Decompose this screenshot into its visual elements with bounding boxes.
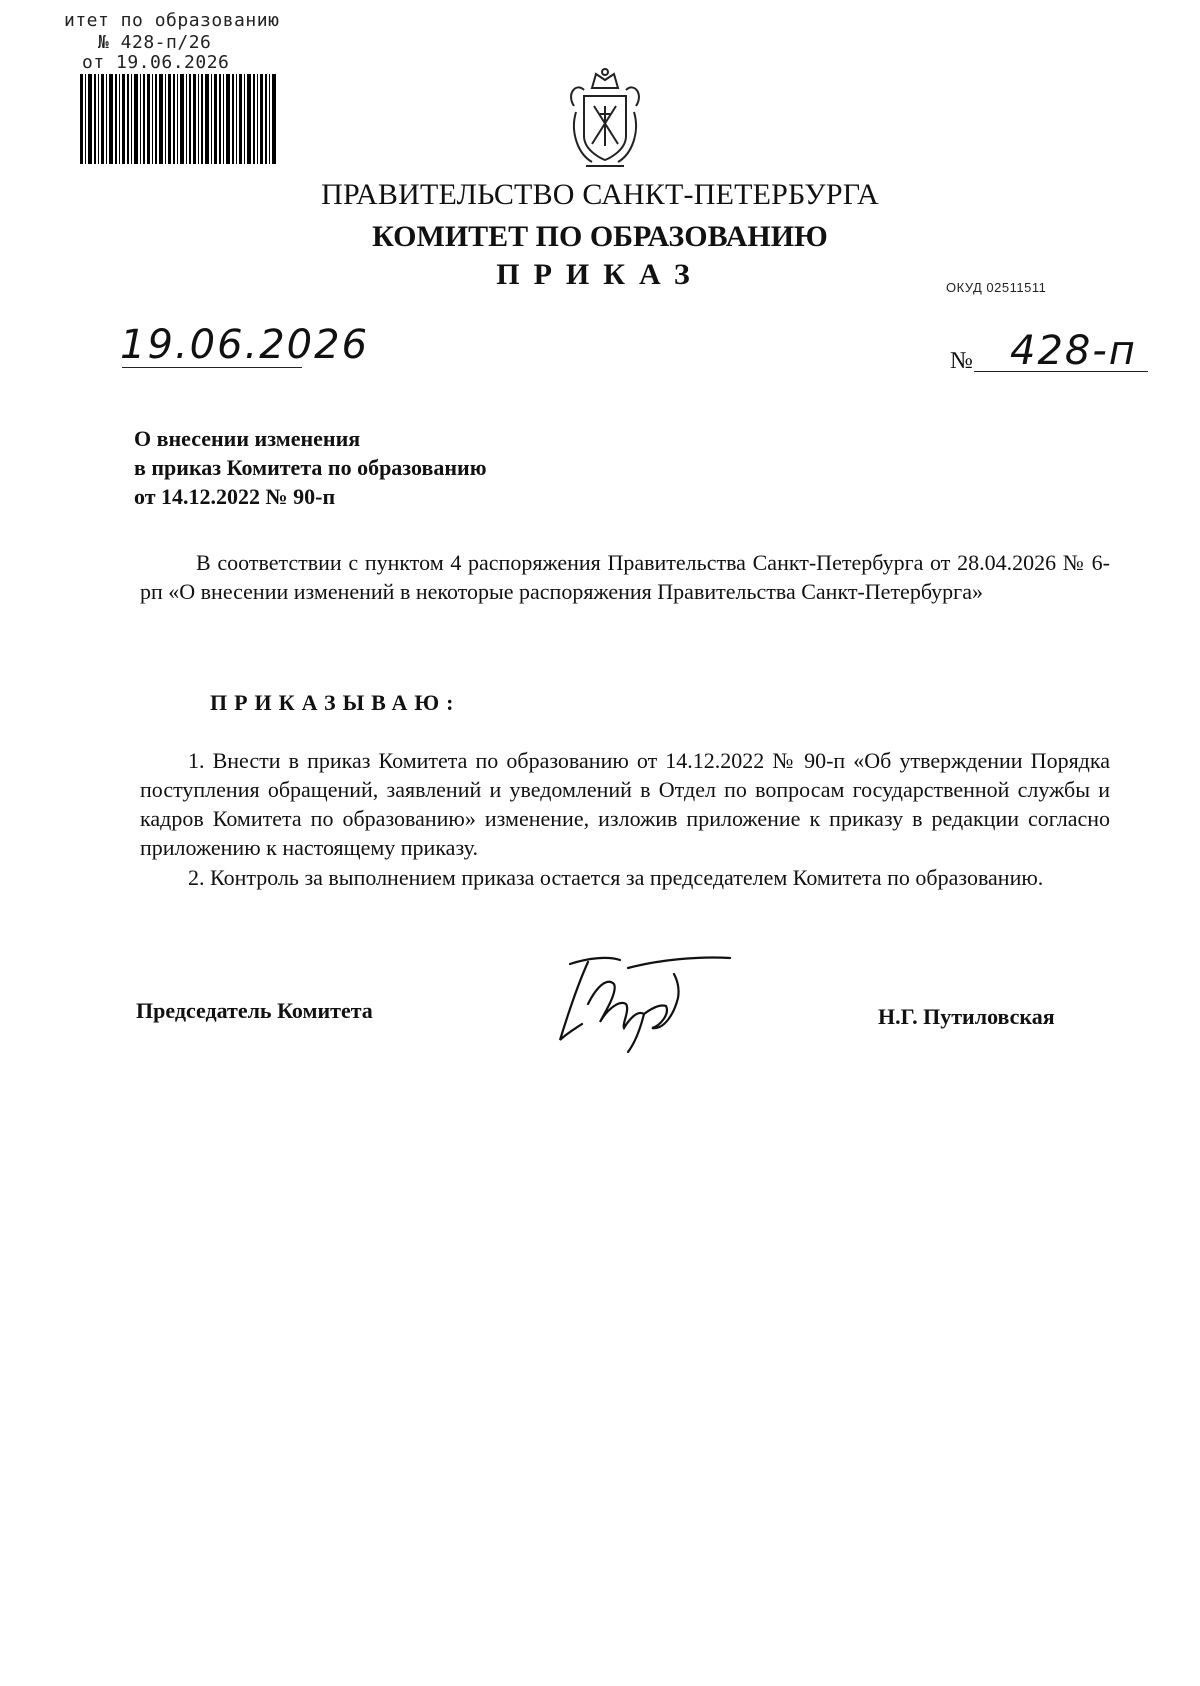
- number-sign: №: [950, 348, 973, 374]
- order-number: 428-п: [1010, 328, 1137, 374]
- stamp-date-line: от 19.06.2026: [82, 52, 230, 73]
- committee-title: КОМИТЕТ ПО ОБРАЗОВАНИЮ: [372, 220, 828, 253]
- order-item-2: 2. Контроль за выполнением приказа остается за председателем Комитета по образованию.: [188, 865, 1044, 890]
- handwritten-signature: [548, 944, 738, 1054]
- number-underline: [974, 371, 1148, 372]
- subject-line: в приказ Комитета по образованию: [134, 455, 487, 480]
- date-underline: [122, 367, 302, 368]
- stamp-number-line: № 428-п/26: [98, 32, 212, 53]
- stamp-committee-line: итет по образованию: [64, 10, 280, 31]
- signatory-name: Н.Г. Путиловская: [878, 1004, 1055, 1029]
- document-type-title: ПРИКАЗ: [496, 258, 704, 291]
- order-date: 19.06.2026: [120, 322, 370, 368]
- government-title: ПРАВИТЕЛЬСТВО САНКТ-ПЕТЕРБУРГА: [321, 178, 879, 211]
- order-subject: [134, 424, 487, 511]
- coat-of-arms-emblem: [560, 66, 650, 176]
- subject-line: от 14.12.2022 № 90-п: [134, 484, 336, 509]
- subject-line: О внесении изменения: [134, 426, 361, 451]
- preamble-paragraph: В соответствии с пунктом 4 распоряжения Правительства Санкт-Петербурга от 28.04.2026 № 6-рп «О внесении изменений в некоторые распоряжения Правительства Санкт-Петербурга»: [140, 550, 1110, 604]
- okud-code: ОКУД 02511511: [946, 280, 1047, 295]
- signatory-title: Председатель Комитета: [136, 998, 373, 1023]
- barcode: [80, 74, 276, 164]
- order-item-1: 1. Внести в приказ Комитета по образованию от 14.12.2022 № 90-п «Об утверждении Порядка поступления обращений, заявлений и уведомлений в Отдел по вопросам государственной службы и кадров Комитета по образованию» изменение, изложив приложение к приказу в редакции согласно приложению к настоящему приказу.: [140, 748, 1110, 860]
- order-keyword: ПРИКАЗЫВАЮ:: [210, 690, 461, 715]
